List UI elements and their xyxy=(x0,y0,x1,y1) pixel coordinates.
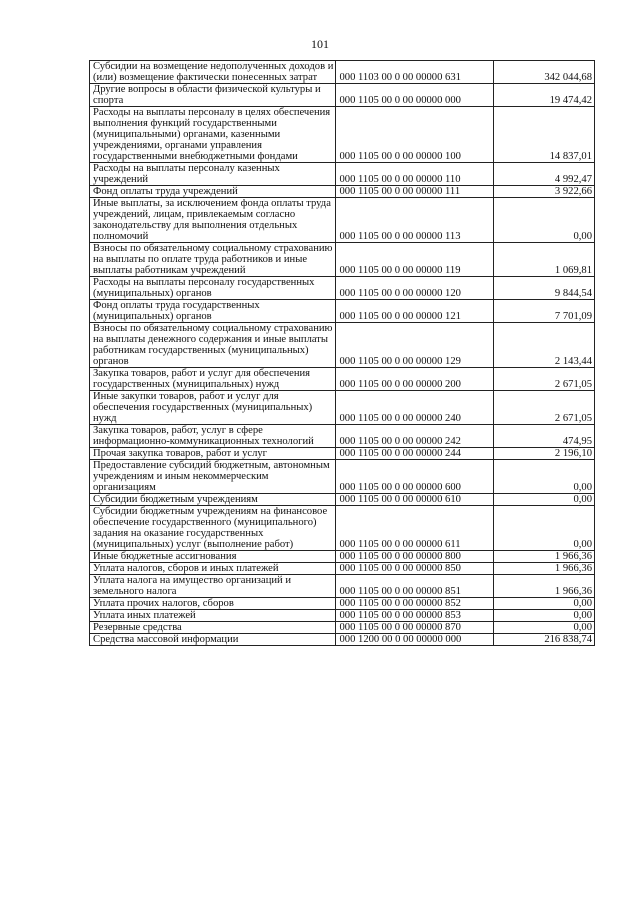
table-row xyxy=(90,460,595,494)
row-code-cell: 000 1105 00 0 00 00000 113 xyxy=(336,198,493,243)
row-code-cell: 000 1105 00 0 00 00000 870 xyxy=(336,622,493,634)
row-name-cell: Расходы на выплаты персоналу казенных учреждений xyxy=(90,163,336,186)
row-amount-cell: 4 992,47 xyxy=(493,163,594,186)
row-name-cell: Предоставление субсидий бюджетным, автономным учреждениям и иным некоммерческим организациям xyxy=(90,460,336,494)
table-row xyxy=(90,622,595,634)
table-row xyxy=(90,551,595,563)
table-row xyxy=(90,391,595,425)
row-amount-cell: 216 838,74 xyxy=(493,634,594,646)
budget-table-body xyxy=(90,61,595,646)
table-row xyxy=(90,563,595,575)
page-number: 101 xyxy=(311,37,329,51)
row-name-cell: Фонд оплаты труда учреждений xyxy=(90,186,336,198)
row-amount-cell: 2 143,44 xyxy=(493,323,594,368)
row-name-cell: Уплата иных платежей xyxy=(90,610,336,622)
table-row xyxy=(90,163,595,186)
row-name-cell: Прочая закупка товаров, работ и услуг xyxy=(90,448,336,460)
row-amount-cell: 2 196,10 xyxy=(493,448,594,460)
table-row xyxy=(90,634,595,646)
row-amount-cell: 2 671,05 xyxy=(493,368,594,391)
row-code-cell: 000 1105 00 0 00 00000 851 xyxy=(336,575,493,598)
row-name-cell: Субсидии на возмещение недополученных доходов и (или) возмещение фактически понесенных затрат xyxy=(90,61,336,84)
table-row xyxy=(90,300,595,323)
row-code-cell: 000 1105 00 0 00 00000 800 xyxy=(336,551,493,563)
row-amount-cell: 1 069,81 xyxy=(493,243,594,277)
table-row xyxy=(90,368,595,391)
table-row xyxy=(90,84,595,107)
row-amount-cell: 342 044,68 xyxy=(493,61,594,84)
row-code-cell: 000 1105 00 0 00 00000 120 xyxy=(336,277,493,300)
row-name-cell: Другие вопросы в области физической культуры и спорта xyxy=(90,84,336,107)
table-row xyxy=(90,277,595,300)
table-row xyxy=(90,598,595,610)
row-code-cell: 000 1105 00 0 00 00000 240 xyxy=(336,391,493,425)
budget-table xyxy=(89,60,595,646)
table-row xyxy=(90,243,595,277)
row-name-cell: Закупка товаров, работ, услуг в сфере информационно-коммуникационных технологий xyxy=(90,425,336,448)
row-name-cell: Взносы по обязательному социальному страхованию на выплаты по оплате труда работников и иные выплаты работникам учреждений xyxy=(90,243,336,277)
row-code-cell: 000 1105 00 0 00 00000 100 xyxy=(336,107,493,163)
table-row xyxy=(90,61,595,84)
row-name-cell: Резервные средства xyxy=(90,622,336,634)
row-code-cell: 000 1105 00 0 00 00000 121 xyxy=(336,300,493,323)
row-amount-cell: 19 474,42 xyxy=(493,84,594,107)
row-amount-cell: 1 966,36 xyxy=(493,563,594,575)
row-amount-cell: 0,00 xyxy=(493,494,594,506)
row-amount-cell: 1 966,36 xyxy=(493,575,594,598)
row-amount-cell: 9 844,54 xyxy=(493,277,594,300)
row-name-cell: Иные бюджетные ассигнования xyxy=(90,551,336,563)
row-name-cell: Уплата налогов, сборов и иных платежей xyxy=(90,563,336,575)
row-code-cell: 000 1105 00 0 00 00000 610 xyxy=(336,494,493,506)
row-code-cell: 000 1105 00 0 00 00000 110 xyxy=(336,163,493,186)
row-name-cell: Уплата прочих налогов, сборов xyxy=(90,598,336,610)
row-name-cell: Взносы по обязательному социальному страхованию на выплаты денежного содержания и иные выплаты работникам государственных (муниципальных) органов xyxy=(90,323,336,368)
row-code-cell: 000 1105 00 0 00 00000 200 xyxy=(336,368,493,391)
row-amount-cell: 7 701,09 xyxy=(493,300,594,323)
row-name-cell: Субсидии бюджетным учреждениям на финансовое обеспечение государственного (муниципального) задания на оказание государственных (муниципальных) услуг (выполнение работ) xyxy=(90,506,336,551)
table-row xyxy=(90,610,595,622)
row-name-cell: Расходы на выплаты персоналу в целях обеспечения выполнения функций государственными (муниципальными) органами, казенными учреждениями, органами управления государственными внебюджетными фондами xyxy=(90,107,336,163)
table-row xyxy=(90,575,595,598)
table-row xyxy=(90,425,595,448)
row-name-cell: Иные выплаты, за исключением фонда оплаты труда учреждений, лицам, привлекаемым согласно законодательству для выполнения отдельных полномочий xyxy=(90,198,336,243)
row-code-cell: 000 1105 00 0 00 00000 853 xyxy=(336,610,493,622)
row-amount-cell: 3 922,66 xyxy=(493,186,594,198)
row-code-cell: 000 1105 00 0 00 00000 129 xyxy=(336,323,493,368)
row-code-cell: 000 1105 00 0 00 00000 244 xyxy=(336,448,493,460)
row-code-cell: 000 1200 00 0 00 00000 000 xyxy=(336,634,493,646)
row-amount-cell: 2 671,05 xyxy=(493,391,594,425)
row-code-cell: 000 1105 00 0 00 00000 850 xyxy=(336,563,493,575)
row-name-cell: Расходы на выплаты персоналу государственных (муниципальных) органов xyxy=(90,277,336,300)
table-row xyxy=(90,448,595,460)
row-code-cell: 000 1105 00 0 00 00000 242 xyxy=(336,425,493,448)
row-name-cell: Фонд оплаты труда государственных (муниципальных) органов xyxy=(90,300,336,323)
row-code-cell: 000 1105 00 0 00 00000 000 xyxy=(336,84,493,107)
table-row xyxy=(90,198,595,243)
table-row xyxy=(90,107,595,163)
row-code-cell: 000 1105 00 0 00 00000 111 xyxy=(336,186,493,198)
row-amount-cell: 0,00 xyxy=(493,198,594,243)
table-row xyxy=(90,323,595,368)
row-name-cell: Средства массовой информации xyxy=(90,634,336,646)
row-name-cell: Субсидии бюджетным учреждениям xyxy=(90,494,336,506)
row-amount-cell: 0,00 xyxy=(493,598,594,610)
row-amount-cell: 14 837,01 xyxy=(493,107,594,163)
table-row xyxy=(90,506,595,551)
row-amount-cell: 474,95 xyxy=(493,425,594,448)
row-amount-cell: 0,00 xyxy=(493,506,594,551)
row-code-cell: 000 1105 00 0 00 00000 119 xyxy=(336,243,493,277)
row-amount-cell: 0,00 xyxy=(493,622,594,634)
row-name-cell: Закупка товаров, работ и услуг для обеспечения государственных (муниципальных) нужд xyxy=(90,368,336,391)
row-amount-cell: 0,00 xyxy=(493,460,594,494)
row-code-cell: 000 1105 00 0 00 00000 852 xyxy=(336,598,493,610)
row-name-cell: Иные закупки товаров, работ и услуг для обеспечения государственных (муниципальных) нужд xyxy=(90,391,336,425)
row-code-cell: 000 1105 00 0 00 00000 600 xyxy=(336,460,493,494)
row-code-cell: 000 1103 00 0 00 00000 631 xyxy=(336,61,493,84)
row-amount-cell: 0,00 xyxy=(493,610,594,622)
row-code-cell: 000 1105 00 0 00 00000 611 xyxy=(336,506,493,551)
row-amount-cell: 1 966,36 xyxy=(493,551,594,563)
table-row xyxy=(90,494,595,506)
row-name-cell: Уплата налога на имущество организаций и земельного налога xyxy=(90,575,336,598)
table-row xyxy=(90,186,595,198)
